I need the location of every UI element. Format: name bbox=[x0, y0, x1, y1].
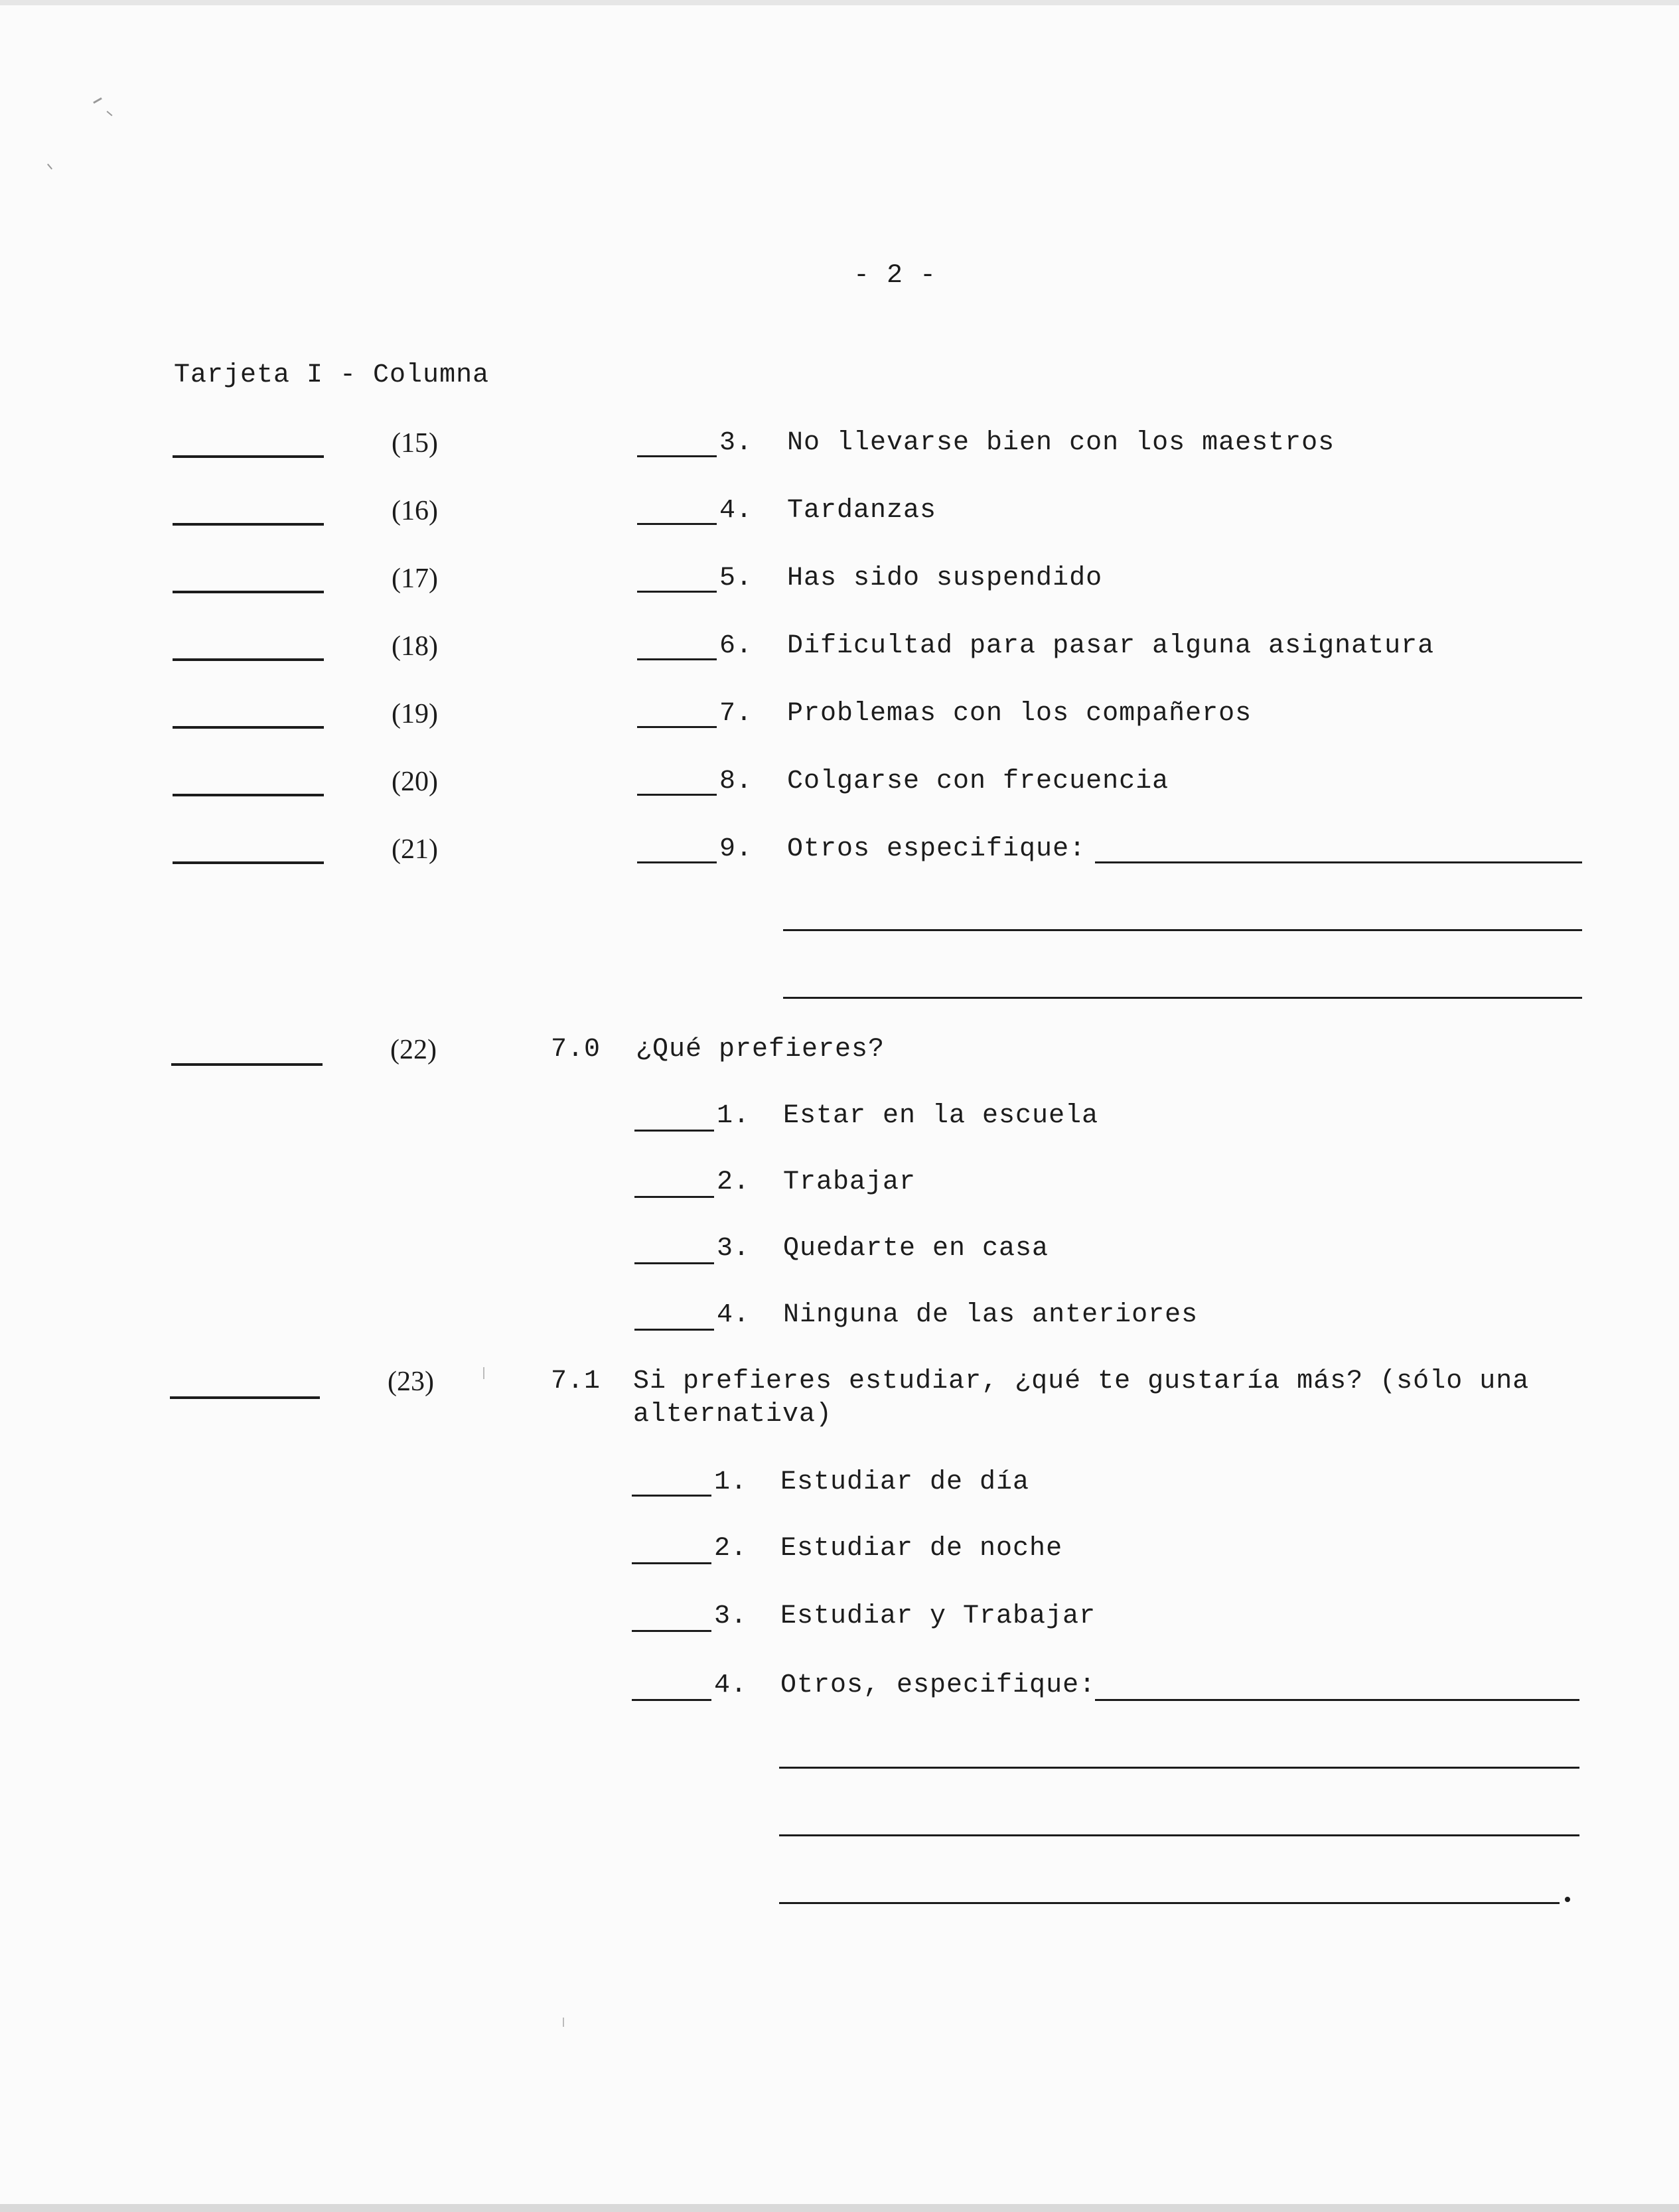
question-text: ¿Qué prefieres? bbox=[636, 1035, 885, 1065]
option-text: Estudiar de noche bbox=[780, 1534, 1063, 1564]
column-number: (22) bbox=[390, 1035, 437, 1065]
scan-mark bbox=[47, 164, 52, 170]
specify-line[interactable] bbox=[779, 1902, 1560, 1904]
coding-column-field[interactable] bbox=[173, 523, 324, 526]
option-text: Estudiar y Trabajar bbox=[780, 1601, 1096, 1631]
coding-column-field[interactable] bbox=[173, 861, 324, 864]
answer-blank[interactable] bbox=[634, 1196, 714, 1198]
option-text: Tardanzas bbox=[787, 496, 937, 526]
option-text: Estar en la escuela bbox=[783, 1101, 1099, 1131]
coding-column-field[interactable] bbox=[170, 1396, 320, 1399]
scan-bottom-edge bbox=[0, 2204, 1679, 2212]
answer-blank[interactable] bbox=[637, 523, 717, 525]
option-number: 4. bbox=[719, 496, 753, 526]
option-number: 9. bbox=[719, 834, 753, 864]
specify-line[interactable] bbox=[779, 1834, 1579, 1836]
coding-column-field[interactable] bbox=[173, 591, 324, 593]
specify-line[interactable] bbox=[779, 1767, 1579, 1769]
option-text: Problemas con los compañeros bbox=[787, 699, 1252, 729]
option-number: 3. bbox=[717, 1234, 751, 1264]
question-text-line-1: Si prefieres estudiar, ¿qué te gustaría más? (sólo una bbox=[633, 1366, 1530, 1396]
scan-mark bbox=[93, 98, 102, 104]
option-text: Has sido suspendido bbox=[787, 563, 1103, 593]
column-number: (15) bbox=[392, 428, 438, 459]
specify-line[interactable] bbox=[783, 997, 1582, 999]
option-text: Otros, especifique: bbox=[780, 1670, 1096, 1700]
option-number: 4. bbox=[717, 1300, 751, 1330]
answer-blank[interactable] bbox=[637, 794, 717, 796]
column-number: (18) bbox=[392, 631, 438, 662]
option-text: Trabajar bbox=[783, 1167, 916, 1197]
coding-column-field[interactable] bbox=[171, 1063, 323, 1066]
option-text: Dificultad para pasar alguna asignatura bbox=[787, 631, 1435, 661]
option-text: Otros especifique: bbox=[787, 834, 1086, 864]
option-number: 4. bbox=[714, 1670, 748, 1700]
option-text: Estudiar de día bbox=[780, 1467, 1030, 1497]
answer-blank[interactable] bbox=[634, 1262, 714, 1264]
option-number: 2. bbox=[714, 1534, 748, 1564]
option-number: 1. bbox=[717, 1101, 751, 1131]
specify-line[interactable] bbox=[783, 929, 1582, 931]
answer-blank[interactable] bbox=[634, 1130, 714, 1132]
specify-line[interactable] bbox=[1095, 1699, 1579, 1701]
answer-blank[interactable] bbox=[632, 1699, 711, 1701]
option-number: 3. bbox=[714, 1601, 748, 1631]
scan-mark bbox=[483, 1367, 484, 1379]
option-number: 8. bbox=[719, 767, 753, 796]
option-text: Ninguna de las anteriores bbox=[783, 1300, 1199, 1330]
answer-blank[interactable] bbox=[637, 726, 717, 728]
column-number: (21) bbox=[392, 834, 438, 865]
coding-column-field[interactable] bbox=[173, 726, 324, 729]
option-number: 3. bbox=[719, 428, 753, 458]
answer-blank[interactable] bbox=[637, 591, 717, 593]
coding-column-field[interactable] bbox=[173, 794, 324, 796]
option-text: Quedarte en casa bbox=[783, 1234, 1049, 1264]
answer-blank[interactable] bbox=[632, 1495, 711, 1497]
option-number: 2. bbox=[717, 1167, 751, 1197]
option-number: 1. bbox=[714, 1467, 748, 1497]
column-number: (17) bbox=[392, 563, 438, 594]
answer-blank[interactable] bbox=[632, 1562, 711, 1564]
answer-blank[interactable] bbox=[632, 1630, 711, 1632]
option-text: Colgarse con frecuencia bbox=[787, 767, 1169, 796]
page-number: - 2 - bbox=[853, 261, 937, 291]
option-number: 5. bbox=[719, 563, 753, 593]
coding-column-field[interactable] bbox=[173, 455, 324, 458]
answer-blank[interactable] bbox=[637, 455, 717, 457]
specify-line[interactable] bbox=[1095, 861, 1582, 863]
column-number: (23) bbox=[388, 1366, 434, 1397]
period-mark bbox=[1565, 1897, 1570, 1902]
answer-blank[interactable] bbox=[637, 658, 717, 660]
question-number: 7.0 bbox=[551, 1035, 601, 1065]
scan-top-edge bbox=[0, 0, 1679, 5]
coding-column-field[interactable] bbox=[173, 658, 324, 661]
question-text-line-2: alternativa) bbox=[633, 1400, 833, 1430]
option-number: 7. bbox=[719, 699, 753, 729]
scan-mark bbox=[107, 111, 113, 116]
answer-blank[interactable] bbox=[637, 861, 717, 863]
scan-mark bbox=[563, 2018, 564, 2027]
option-number: 6. bbox=[719, 631, 753, 661]
answer-blank[interactable] bbox=[634, 1329, 714, 1331]
card-column-header: Tarjeta I - Columna bbox=[174, 360, 490, 390]
option-text: No llevarse bien con los maestros bbox=[787, 428, 1335, 458]
column-number: (19) bbox=[392, 699, 438, 729]
question-number: 7.1 bbox=[551, 1366, 601, 1396]
column-number: (20) bbox=[392, 767, 438, 797]
column-number: (16) bbox=[392, 496, 438, 526]
